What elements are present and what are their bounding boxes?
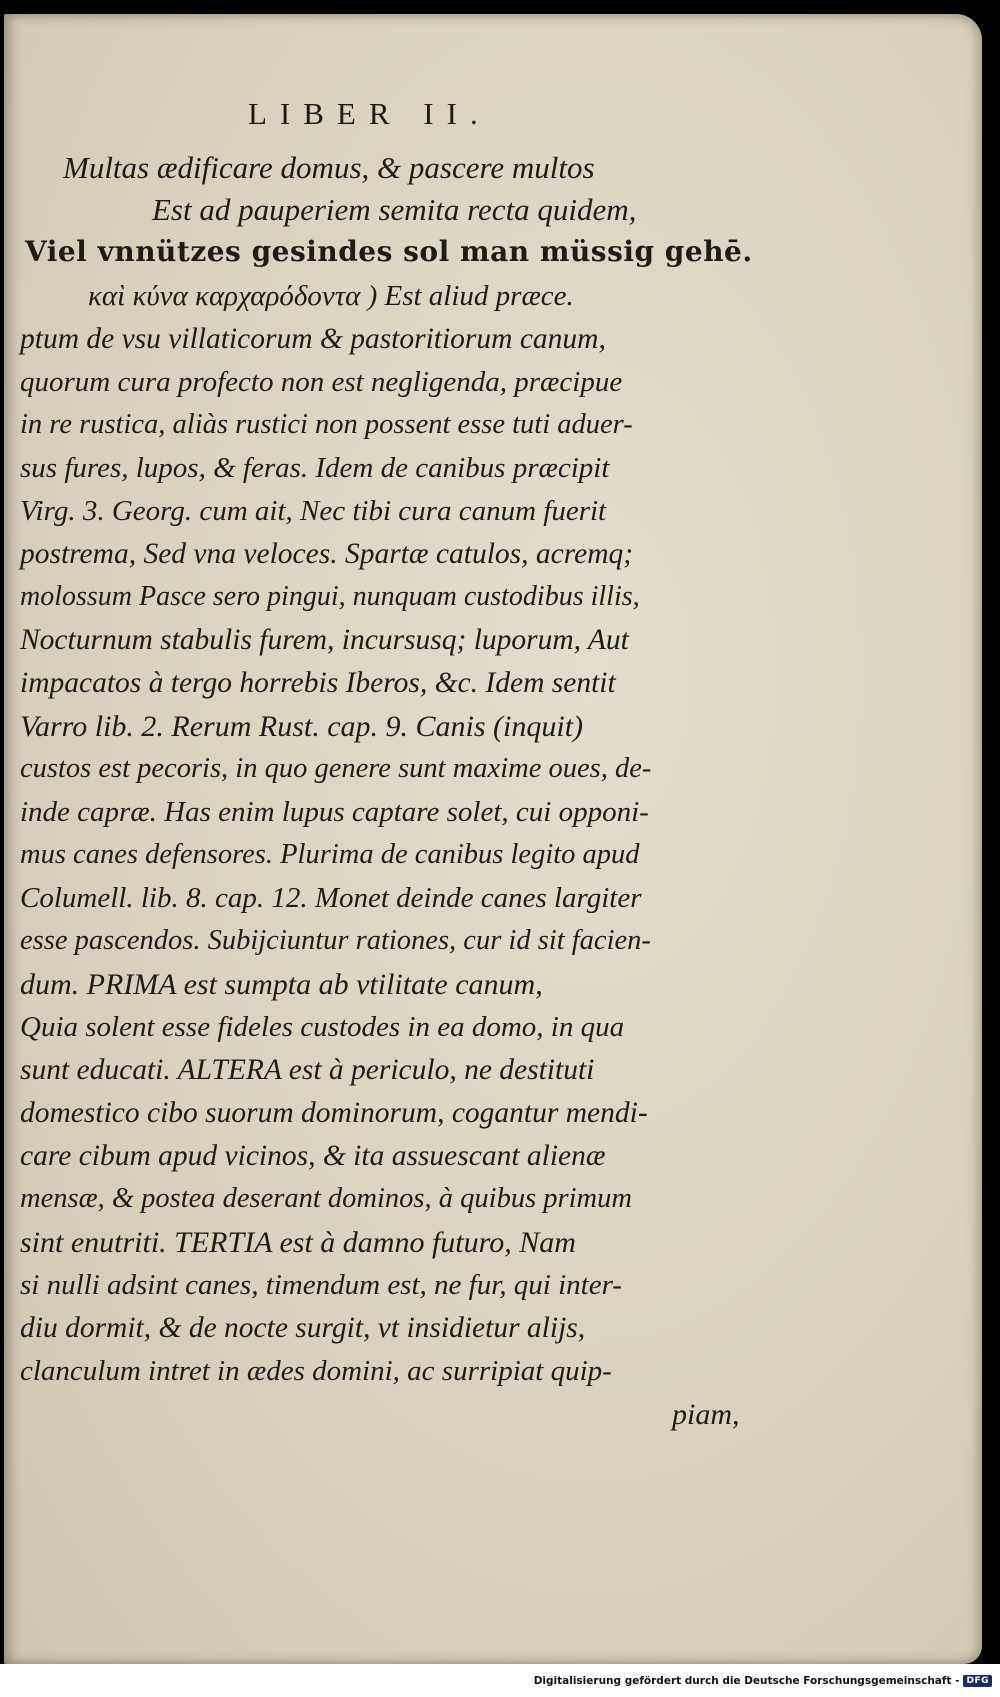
page-header: LIBER II. <box>248 96 491 131</box>
text-line: si nulli adsint canes, timendum est, ne fur, qui inter- <box>20 1269 622 1301</box>
text-line: Quia solent esse fideles custodes in ea domo, in qua <box>20 1011 625 1043</box>
text-line: custos est pecoris, in quo genere sunt maxime oues, de- <box>20 753 652 784</box>
text-line: dum. PRIMA est sumpta ab vtilitate canum, <box>20 968 543 1001</box>
text-line: postrema, Sed vna veloces. Spartæ catulos, acremq; <box>20 538 634 570</box>
text-line: sint enutriti. TERTIA est à damno futuro, Nam <box>20 1226 576 1259</box>
text-line: piam, <box>672 1398 740 1431</box>
text-line: diu dormit, & de nocte surgit, vt insidietur alijs, <box>20 1312 586 1344</box>
text-line: in re rustica, aliàs rustici non possent esse tuti aduer- <box>20 409 633 440</box>
text-line: impacatos à tergo horrebis Iberos, &c. Idem sentit <box>20 667 616 699</box>
text-line: καὶ κύνα καρχαρόδοντα ) Est aliud præce. <box>88 280 574 312</box>
text-line: care cibum apud vicinos, & ita assuescant alienæ <box>20 1140 606 1172</box>
text-line-fraktur: Viel vnnützes gesindes sol man müssig gehē. <box>25 235 753 268</box>
text-line: sunt educati. ALTERA est à periculo, ne destituti <box>20 1054 595 1086</box>
text-line: Est ad pauperiem semita recta quidem, <box>152 192 637 227</box>
dfg-logo: DFG <box>963 1675 992 1687</box>
text-line: inde capræ. Has enim lupus captare solet, cui opponi- <box>20 796 649 828</box>
text-line: Varro lib. 2. Rerum Rust. cap. 9. Canis (inquit) <box>20 710 584 743</box>
text-line: clanculum intret in ædes domini, ac surripiat quip- <box>20 1355 612 1387</box>
text-line: quorum cura profecto non est negligenda, præcipue <box>20 366 623 398</box>
text-line: molossum Pasce sero pingui, nunquam custodibus illis, <box>20 581 640 612</box>
text-line: mus canes defensores. Plurima de canibus legito apud <box>20 839 640 870</box>
text-line: esse pascendos. Subijciuntur rationes, cur id sit facien- <box>20 925 651 956</box>
text-line: Nocturnum stabulis furem, incursusq; luporum, Aut <box>20 624 629 656</box>
text-line: Virg. 3. Georg. cum ait, Nec tibi cura canum fuerit <box>20 495 607 527</box>
text-line: Columell. lib. 8. cap. 12. Monet deinde canes largiter <box>20 882 642 914</box>
credit-text: Digitalisierung gefördert durch die Deutsche Forschungsgemeinschaft - <box>533 1675 960 1687</box>
text-line: ptum de vsu villaticorum & pastoritiorum canum, <box>20 323 606 355</box>
digitization-credit <box>534 1675 992 1687</box>
text-line: domestico cibo suorum dominorum, cogantur mendi- <box>20 1097 648 1129</box>
text-line: sus fures, lupos, & feras. Idem de canibus præcipit <box>20 452 610 484</box>
text-line: mensæ, & postea deserant dominos, à quibus primum <box>20 1183 632 1214</box>
text-line: Multas ædificare domus, & pascere multos <box>63 150 595 185</box>
